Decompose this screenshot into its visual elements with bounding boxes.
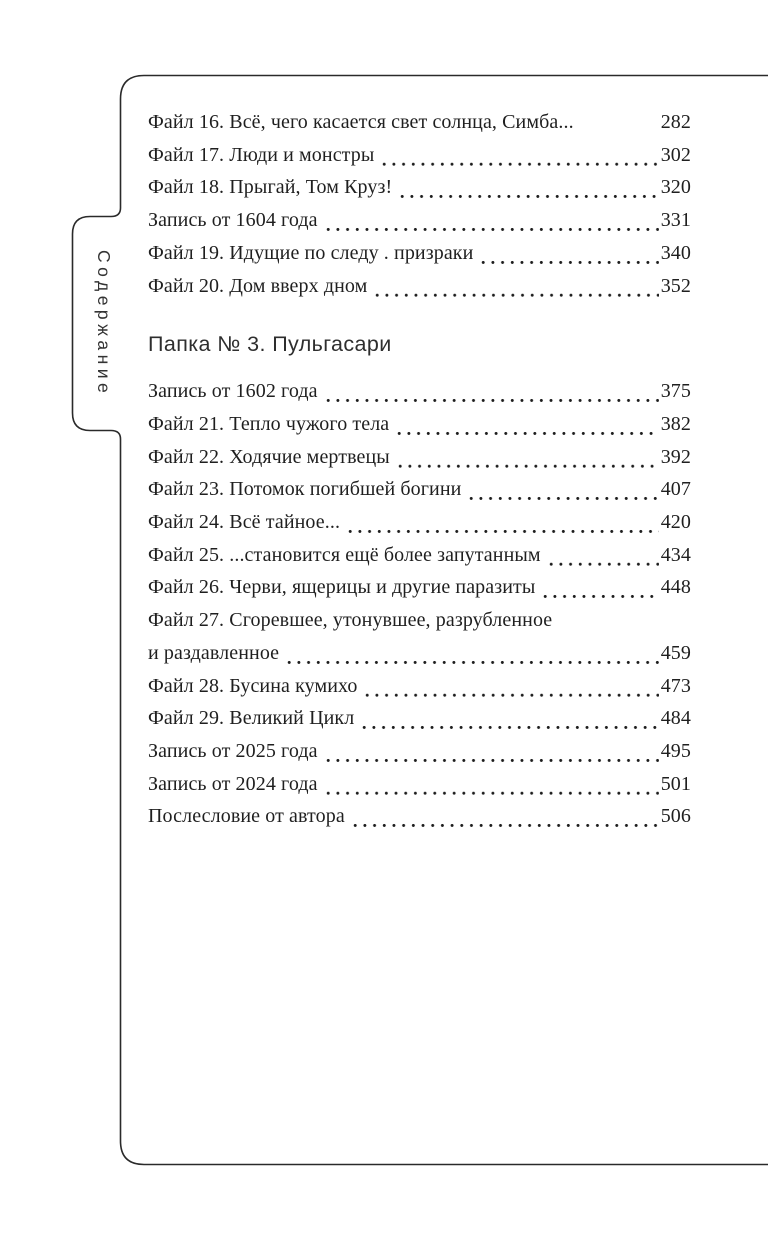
entry-page-number: 352 [660,274,691,297]
entry-page-number: 407 [660,478,691,501]
table-of-contents [148,106,691,833]
dot-leader [479,237,658,270]
dot-leader [363,670,658,703]
entry-title: Послесловие от автора [148,805,345,828]
entry-page-number: 320 [660,176,691,199]
entry-page-number: 340 [660,241,691,264]
dot-leader [580,106,659,139]
dot-leader [380,139,658,172]
entry-title: и раздавленное [148,641,280,664]
toc-entry [148,768,691,801]
dot-leader [351,800,659,833]
dot-leader [346,506,659,539]
entry-page-number: 459 [660,641,691,664]
entry-page-number: 448 [660,576,691,599]
entry-page-number: 375 [660,380,691,403]
toc-entry [148,670,691,703]
entry-title: Файл 20. Дом вверх дном [148,274,368,297]
dot-leader [547,539,659,572]
entry-title: Запись от 2024 года [148,772,318,795]
entry-title: Файл 16. Всё, чего касается свет солнца, Симба... [148,111,574,133]
entry-page-number: 501 [660,772,691,795]
entry-page-number: 420 [660,511,691,534]
toc-entry [148,375,691,408]
entry-title: Файл 28. Бусина кумихо [148,674,358,697]
toc-entry [148,800,691,833]
entry-page-number: 506 [660,805,691,828]
toc-entry [148,702,691,735]
entry-title: Файл 24. Всё тайное... [148,511,341,534]
entry-page-number: 392 [660,445,691,468]
entry-page-number: 302 [660,143,691,166]
toc-entry [148,473,691,506]
dot-leader [285,637,659,670]
entry-title: Файл 22. Ходячие мертвецы [148,445,390,468]
dot-leader [467,473,658,506]
toc-entry [148,408,691,441]
toc-entry [148,441,691,474]
entry-page-number: 473 [660,674,691,697]
contents-tab-label: Содержание [94,250,114,398]
toc-entry [148,604,691,637]
dot-leader [558,604,689,637]
dot-leader [373,270,658,303]
section-heading: Папка № 3. Пульгасари [148,332,392,357]
toc-entry [148,735,691,768]
entry-title: Файл 19. Идущие по следу . призраки [148,241,474,264]
entry-title: Файл 26. Черви, ящерицы и другие паразиты [148,576,536,599]
dot-leader [395,408,658,441]
toc-entry [148,106,691,139]
toc-entry [148,539,691,572]
entry-title: Файл 29. Великий Цикл [148,707,355,730]
entry-title: Файл 23. Потомок погибшей богини [148,478,462,501]
entry-title: Файл 27. Сгоревшее, утонувшее, разрубленное [148,609,553,632]
toc-entry [148,270,691,303]
entry-page-number: 282 [660,111,691,133]
dot-leader [324,375,659,408]
toc-entry [148,171,691,204]
dot-leader [398,171,658,204]
entry-title: Файл 17. Люди и монстры [148,143,375,166]
dot-leader [360,702,658,735]
entry-page-number: 382 [660,412,691,435]
toc-entry [148,637,691,670]
entry-title: Файл 21. Тепло чужого тела [148,412,390,435]
toc-entry [148,506,691,539]
toc-entry [148,571,691,604]
toc-entry [148,139,691,172]
dot-leader [324,768,659,801]
dot-leader [324,204,659,237]
dot-leader [324,735,659,768]
dot-leader [396,441,659,474]
entry-page-number: 331 [660,209,691,232]
entry-page-number: 495 [660,739,691,762]
entry-title: Файл 18. Прыгай, Том Круз! [148,176,393,199]
entry-page-number: 484 [660,707,691,730]
entry-title: Запись от 1604 года [148,209,318,232]
toc-entry [148,204,691,237]
entry-title: Запись от 2025 года [148,739,318,762]
entry-title: Запись от 1602 года [148,380,318,403]
dot-leader [541,571,658,604]
entry-page-number: 434 [660,543,691,566]
toc-entry [148,237,691,270]
entry-title: Файл 25. ...становится ещё более запутанным [148,543,541,566]
